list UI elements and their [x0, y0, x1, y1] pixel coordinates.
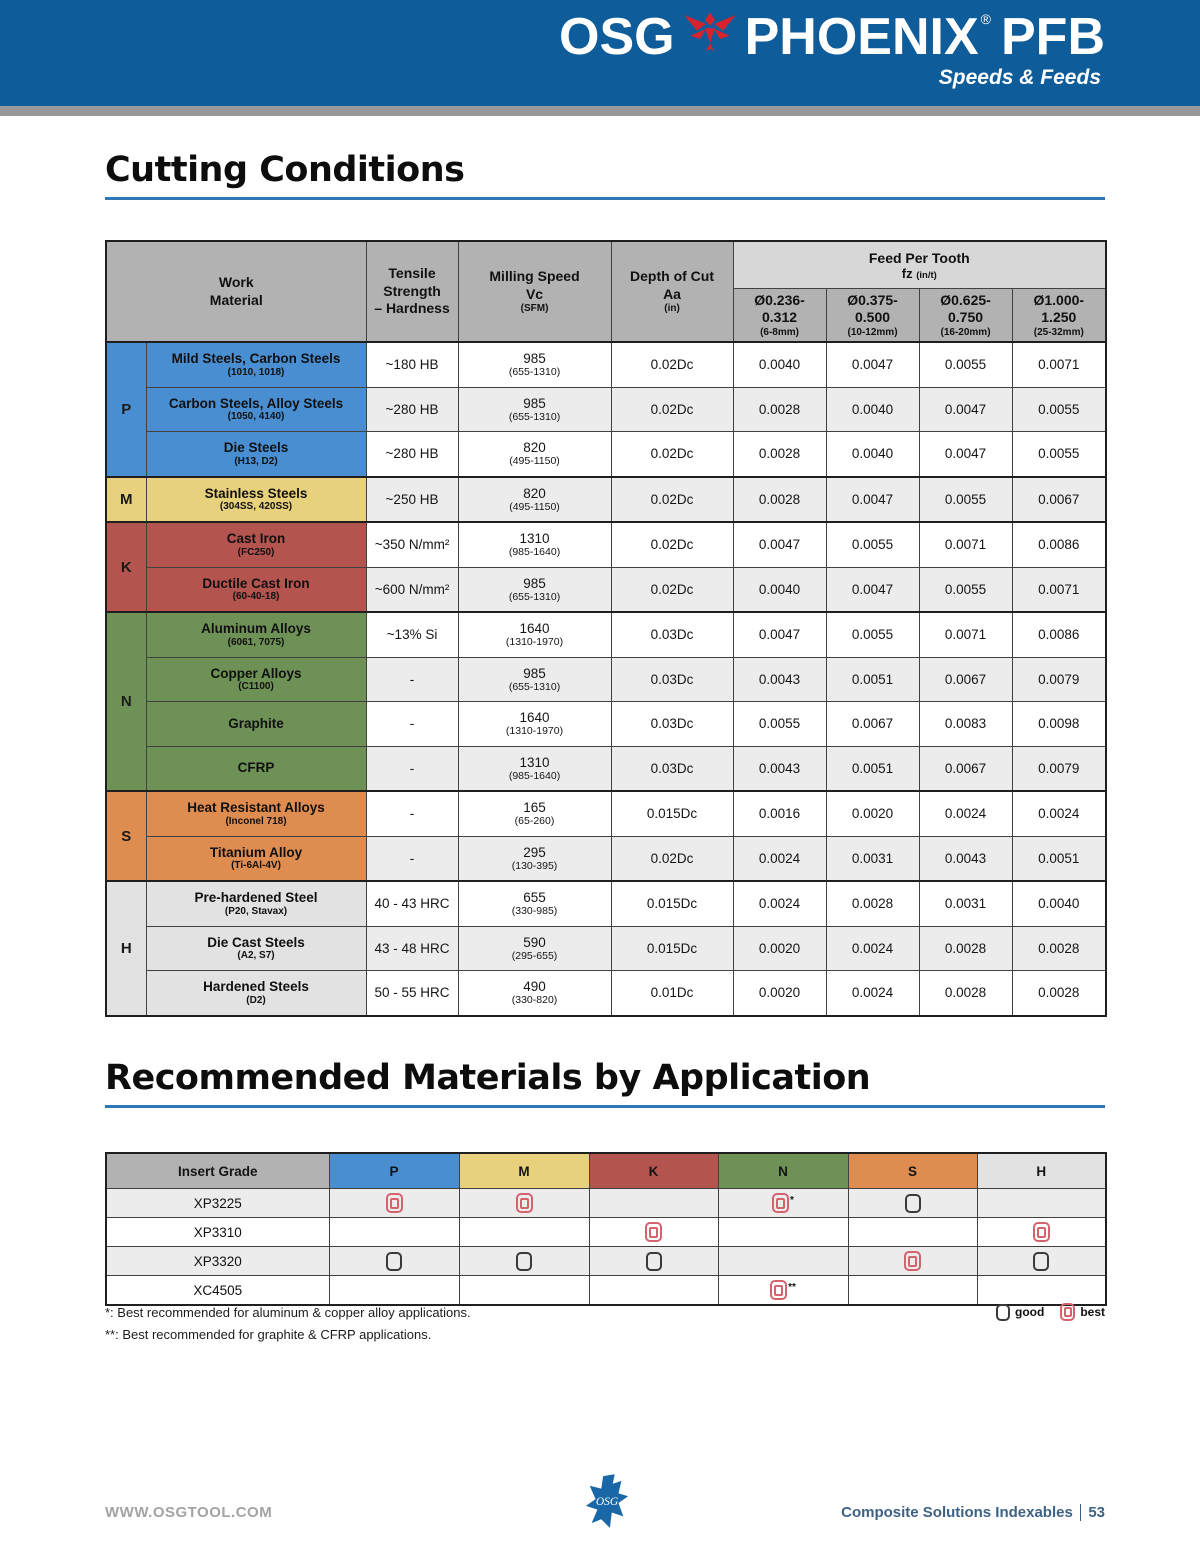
depth-cell: 0.03Dc: [611, 702, 733, 747]
grade-mark-cell-N: [718, 1189, 848, 1218]
material-name-cell: [146, 791, 366, 836]
top-banner: [0, 0, 1200, 106]
grade-mark-cell-M: [459, 1247, 589, 1276]
depth-cell: 0.02Dc: [611, 522, 733, 567]
grade-mark-cell-S: [848, 1218, 977, 1247]
fz-cell-4: 0.0028: [1012, 971, 1106, 1016]
osg-shank-logo-icon: [584, 1474, 630, 1530]
fz-cell-4: 0.0055: [1012, 387, 1106, 432]
grades-col-K: K: [589, 1153, 718, 1189]
milling-speed-cell: [458, 881, 611, 926]
speed-value: 1640: [519, 710, 550, 726]
fz-cell-4: 0.0028: [1012, 926, 1106, 971]
cutting-row-pre-hardened-steel: [106, 881, 1106, 926]
grade-mark-cell-P: [329, 1189, 459, 1218]
fz-cell-2: 0.0055: [826, 612, 919, 657]
fz-cell-2: 0.0031: [826, 836, 919, 881]
best-mark-icon: [516, 1193, 533, 1213]
marks-legend: [996, 1303, 1105, 1321]
fz-cell-4: 0.0086: [1012, 522, 1106, 567]
fz-cell-1: 0.0055: [733, 702, 826, 747]
depth-cell: 0.015Dc: [611, 926, 733, 971]
speed-range: (655-1310): [508, 410, 561, 423]
grade-mark-cell-P: [329, 1276, 459, 1306]
material-detail: (1010, 1018): [227, 366, 285, 378]
fz-cell-3: 0.0071: [919, 612, 1012, 657]
depth-cell: 0.02Dc: [611, 477, 733, 523]
material-name: Die Cast Steels: [207, 934, 305, 950]
footer-section-name: Composite Solutions Indexables: [841, 1504, 1073, 1521]
good-mark-icon: [1033, 1252, 1049, 1271]
milling-speed-cell: [458, 971, 611, 1016]
phoenix-bird-icon: [681, 10, 739, 63]
speed-range: (130-395): [511, 859, 558, 872]
footer-separator: [1080, 1504, 1082, 1521]
material-name: Carbon Steels, Alloy Steels: [168, 395, 344, 411]
milling-speed-cell: [458, 387, 611, 432]
grades-col-N: N: [718, 1153, 848, 1189]
fz-cell-1: 0.0040: [733, 567, 826, 612]
phoenix-logo-text: PHOENIX: [744, 7, 979, 66]
col-header-dia-3: Ø0.625- 0.750 (16-20mm): [919, 289, 1012, 343]
material-detail: (FC250): [237, 546, 275, 558]
grade-mark-cell-K: [589, 1276, 718, 1306]
section-title-cutting-conditions: Cutting Conditions: [105, 150, 1105, 200]
grade-mark-cell-H: [977, 1218, 1106, 1247]
fz-cell-3: 0.0055: [919, 567, 1012, 612]
best-mark-icon: [904, 1251, 921, 1271]
fz-cell-1: 0.0028: [733, 432, 826, 477]
material-detail: (60-40-18): [232, 591, 280, 603]
col-header-depth-of-cut: Depth of Cut Aa (in): [611, 241, 733, 342]
depth-cell: 0.02Dc: [611, 342, 733, 387]
fz-cell-2: 0.0040: [826, 432, 919, 477]
speed-value: 655: [523, 890, 546, 906]
material-detail: (P20, Stavax): [224, 905, 288, 917]
depth-cell: 0.015Dc: [611, 791, 733, 836]
grade-mark-cell-M: [459, 1276, 589, 1306]
material-name-cell: [146, 881, 366, 926]
footnotes-block: [105, 1303, 1105, 1342]
speed-range: (985-1640): [508, 769, 561, 782]
fz-cell-2: 0.0047: [826, 342, 919, 387]
good-mark-icon: [386, 1252, 402, 1271]
material-name-cell: [146, 477, 366, 523]
tensile-cell: 40 - 43 HRC: [366, 881, 458, 926]
material-detail: (1050, 4140): [227, 411, 285, 423]
cutting-row-die-steels: [106, 432, 1106, 477]
material-name: Hardened Steels: [203, 979, 309, 995]
material-name-cell: [146, 387, 366, 432]
best-mark-icon: [645, 1222, 662, 1242]
material-name-cell: [146, 657, 366, 702]
speed-value: 590: [523, 934, 546, 950]
footer-page-number: 53: [1088, 1504, 1105, 1521]
material-group-N: N: [106, 612, 146, 791]
grades-col-H: H: [977, 1153, 1106, 1189]
material-detail: (C1100): [238, 681, 274, 693]
footer-website: WWW.OSGTOOL.COM: [105, 1504, 273, 1521]
speed-value: 295: [523, 844, 546, 860]
speed-range: (295-655): [511, 949, 558, 962]
depth-cell: 0.02Dc: [611, 836, 733, 881]
best-mark-icon: [772, 1193, 789, 1213]
fz-cell-2: 0.0067: [826, 702, 919, 747]
grade-mark-cell-S: [848, 1247, 977, 1276]
fz-cell-3: 0.0083: [919, 702, 1012, 747]
grade-mark-cell-S: [848, 1276, 977, 1306]
cutting-row-aluminum-alloys: [106, 612, 1106, 657]
col-header-tensile: Tensile Strength – Hardness: [366, 241, 458, 342]
footnote-star: *: [790, 1194, 794, 1206]
grade-mark-cell-N: [718, 1276, 848, 1306]
fz-cell-1: 0.0024: [733, 881, 826, 926]
tensile-cell: 50 - 55 HRC: [366, 971, 458, 1016]
milling-speed-cell: [458, 612, 611, 657]
legend-good: good: [996, 1304, 1044, 1321]
fz-cell-4: 0.0071: [1012, 567, 1106, 612]
fz-cell-2: 0.0047: [826, 477, 919, 523]
cutting-row-cfrp: [106, 746, 1106, 791]
fz-cell-3: 0.0071: [919, 522, 1012, 567]
grade-name-cell: XP3225: [106, 1189, 329, 1218]
section-title-recommended-materials: Recommended Materials by Application: [105, 1058, 1105, 1108]
cutting-row-graphite: [106, 702, 1106, 747]
fz-cell-4: 0.0086: [1012, 612, 1106, 657]
grades-col-P: P: [329, 1153, 459, 1189]
grade-row-XP3320: [106, 1247, 1106, 1276]
best-mark-icon: [1060, 1303, 1075, 1321]
material-detail: (Ti-6Al-4V): [231, 860, 281, 872]
cutting-row-hardened-steels: [106, 971, 1106, 1016]
grades-header-row: [106, 1153, 1106, 1189]
material-name: Heat Resistant Alloys: [187, 800, 325, 816]
tensile-cell: ~600 N/mm²: [366, 567, 458, 612]
good-mark-icon: [905, 1194, 921, 1213]
good-mark-icon: [646, 1252, 662, 1271]
speed-value: 820: [523, 485, 546, 501]
fz-cell-2: 0.0040: [826, 387, 919, 432]
col-header-work-material: Work Material: [106, 241, 366, 342]
cutting-table-body: [106, 342, 1106, 1016]
speed-value: 1640: [519, 621, 550, 637]
tensile-cell: 43 - 48 HRC: [366, 926, 458, 971]
speed-value: 490: [523, 979, 546, 995]
milling-speed-cell: [458, 657, 611, 702]
fz-cell-1: 0.0047: [733, 522, 826, 567]
grade-name-cell: XC4505: [106, 1276, 329, 1306]
cutting-row-copper-alloys: [106, 657, 1106, 702]
gray-divider-strip: [0, 106, 1200, 116]
material-name: Cast Iron: [226, 531, 286, 547]
fz-cell-2: 0.0020: [826, 791, 919, 836]
material-group-S: S: [106, 791, 146, 881]
cutting-row-stainless-steels: [106, 477, 1106, 523]
milling-speed-cell: [458, 926, 611, 971]
milling-speed-cell: [458, 791, 611, 836]
material-name-cell: [146, 836, 366, 881]
speed-value: 985: [523, 395, 546, 411]
speed-range: (495-1150): [509, 455, 560, 468]
fz-cell-1: 0.0047: [733, 612, 826, 657]
material-name-cell: [146, 522, 366, 567]
grade-row-XP3225: [106, 1189, 1106, 1218]
tensile-cell: ~250 HB: [366, 477, 458, 523]
depth-cell: 0.015Dc: [611, 881, 733, 926]
milling-speed-cell: [458, 702, 611, 747]
speed-value: 820: [523, 440, 546, 456]
fz-cell-3: 0.0067: [919, 746, 1012, 791]
tensile-cell: -: [366, 836, 458, 881]
grade-mark-cell-N: [718, 1218, 848, 1247]
fz-cell-4: 0.0079: [1012, 746, 1106, 791]
legend-best: best: [1060, 1303, 1105, 1321]
fz-cell-4: 0.0040: [1012, 881, 1106, 926]
material-detail: (A2, S7): [237, 950, 275, 962]
material-detail: (H13, D2): [234, 455, 278, 467]
tensile-cell: -: [366, 702, 458, 747]
grade-mark-cell-P: [329, 1218, 459, 1247]
cutting-row-cast-iron: [106, 522, 1106, 567]
depth-cell: 0.02Dc: [611, 432, 733, 477]
col-header-feed-per-tooth: Feed Per Tooth fz (in/t): [733, 241, 1106, 289]
speed-range: (655-1310): [508, 680, 561, 693]
material-name-cell: [146, 567, 366, 612]
fz-cell-1: 0.0024: [733, 836, 826, 881]
depth-cell: 0.02Dc: [611, 567, 733, 612]
material-group-P: P: [106, 342, 146, 477]
material-name-cell: [146, 971, 366, 1016]
col-header-dia-1: Ø0.236- 0.312 (6-8mm): [733, 289, 826, 343]
tensile-cell: ~280 HB: [366, 432, 458, 477]
speed-value: 985: [523, 351, 546, 367]
fz-cell-3: 0.0024: [919, 791, 1012, 836]
material-name: Die Steels: [223, 440, 289, 456]
speed-range: (655-1310): [508, 366, 561, 379]
tensile-cell: ~350 N/mm²: [366, 522, 458, 567]
fz-cell-3: 0.0055: [919, 477, 1012, 523]
cutting-row-heat-resistant-alloys: [106, 791, 1106, 836]
grade-mark-cell-N: [718, 1247, 848, 1276]
fz-cell-4: 0.0067: [1012, 477, 1106, 523]
material-name: Ductile Cast Iron: [202, 575, 310, 591]
depth-cell: 0.01Dc: [611, 971, 733, 1016]
material-name-cell: [146, 432, 366, 477]
speed-value: 985: [523, 575, 546, 591]
material-name-cell: [146, 342, 366, 387]
col-header-dia-2: Ø0.375- 0.500 (10-12mm): [826, 289, 919, 343]
footnote-star: **: [788, 1281, 796, 1293]
fz-cell-2: 0.0028: [826, 881, 919, 926]
grade-mark-cell-H: [977, 1189, 1106, 1218]
best-mark-icon: [770, 1280, 787, 1300]
footnote-2: **: Best recommended for graphite & CFRP applications.: [105, 1327, 432, 1342]
material-detail: (Inconel 718): [225, 815, 287, 827]
material-name-cell: [146, 926, 366, 971]
logo-row: [559, 7, 1105, 66]
col-header-milling-speed: Milling Speed Vc (SFM): [458, 241, 611, 342]
fz-cell-1: 0.0043: [733, 746, 826, 791]
grades-col-M: M: [459, 1153, 589, 1189]
fz-cell-3: 0.0055: [919, 342, 1012, 387]
material-name: Stainless Steels: [204, 485, 308, 501]
grade-name-cell: XP3310: [106, 1218, 329, 1247]
grade-mark-cell-H: [977, 1247, 1106, 1276]
tagline: Speeds & Feeds: [938, 66, 1101, 89]
fz-cell-3: 0.0043: [919, 836, 1012, 881]
cutting-conditions-table: [105, 240, 1107, 1017]
fz-cell-3: 0.0047: [919, 387, 1012, 432]
fz-cell-3: 0.0028: [919, 926, 1012, 971]
cutting-row-mild-steels-carbon-steels: [106, 342, 1106, 387]
speed-range: (65-260): [514, 815, 555, 828]
tensile-cell: -: [366, 791, 458, 836]
grade-mark-cell-K: [589, 1247, 718, 1276]
fz-cell-3: 0.0067: [919, 657, 1012, 702]
speed-value: 1310: [519, 754, 550, 770]
tensile-cell: ~280 HB: [366, 387, 458, 432]
brand-block: [559, 7, 1105, 90]
fz-cell-4: 0.0098: [1012, 702, 1106, 747]
fz-cell-4: 0.0079: [1012, 657, 1106, 702]
fz-cell-3: 0.0047: [919, 432, 1012, 477]
good-mark-icon: [996, 1304, 1010, 1321]
depth-cell: 0.03Dc: [611, 612, 733, 657]
grade-mark-cell-K: [589, 1189, 718, 1218]
osg-logo-text: OSG: [559, 7, 675, 66]
milling-speed-cell: [458, 836, 611, 881]
grade-mark-cell-M: [459, 1218, 589, 1247]
material-name: CFRP: [237, 760, 275, 776]
grade-mark-cell-H: [977, 1276, 1106, 1306]
fz-cell-2: 0.0024: [826, 971, 919, 1016]
col-header-dia-4: Ø1.000- 1.250 (25-32mm): [1012, 289, 1106, 343]
speed-range: (1310-1970): [505, 725, 564, 738]
fz-cell-2: 0.0055: [826, 522, 919, 567]
speed-value: 985: [523, 665, 546, 681]
grade-mark-cell-P: [329, 1247, 459, 1276]
material-name-cell: [146, 702, 366, 747]
material-name: Graphite: [228, 715, 284, 731]
best-mark-icon: [1033, 1222, 1050, 1242]
milling-speed-cell: [458, 522, 611, 567]
grade-mark-cell-M: [459, 1189, 589, 1218]
grade-name-cell: XP3320: [106, 1247, 329, 1276]
cutting-row-carbon-steels-alloy-steels: [106, 387, 1106, 432]
tensile-cell: -: [366, 657, 458, 702]
fz-cell-2: 0.0047: [826, 567, 919, 612]
speed-range: (985-1640): [508, 546, 561, 559]
grade-mark-cell-S: [848, 1189, 977, 1218]
footnote-1: *: Best recommended for aluminum & copper alloy applications.: [105, 1304, 471, 1320]
svg-text:OSG: OSG: [595, 1495, 619, 1508]
material-name: Copper Alloys: [210, 665, 302, 681]
grades-table-body: [106, 1189, 1106, 1306]
depth-cell: 0.03Dc: [611, 657, 733, 702]
speed-value: 1310: [519, 531, 550, 547]
fz-cell-1: 0.0020: [733, 926, 826, 971]
material-detail: (D2): [246, 994, 266, 1006]
registered-mark: ®: [980, 10, 991, 27]
material-name: Pre-hardened Steel: [194, 890, 318, 906]
speed-range: (330-820): [511, 994, 558, 1007]
fz-cell-1: 0.0020: [733, 971, 826, 1016]
grade-row-XP3310: [106, 1218, 1106, 1247]
fz-cell-4: 0.0051: [1012, 836, 1106, 881]
good-mark-icon: [516, 1252, 532, 1271]
depth-cell: 0.03Dc: [611, 746, 733, 791]
fz-cell-1: 0.0043: [733, 657, 826, 702]
material-group-M: M: [106, 477, 146, 523]
grades-col-S: S: [848, 1153, 977, 1189]
fz-cell-1: 0.0016: [733, 791, 826, 836]
material-name-cell: [146, 746, 366, 791]
tensile-cell: ~180 HB: [366, 342, 458, 387]
fz-cell-2: 0.0051: [826, 657, 919, 702]
fz-cell-1: 0.0040: [733, 342, 826, 387]
material-group-H: H: [106, 881, 146, 1016]
tensile-cell: -: [366, 746, 458, 791]
fz-cell-1: 0.0028: [733, 387, 826, 432]
milling-speed-cell: [458, 342, 611, 387]
speed-range: (330-985): [511, 905, 558, 918]
best-mark-icon: [386, 1193, 403, 1213]
speed-range: (655-1310): [508, 590, 561, 603]
material-name: Aluminum Alloys: [201, 621, 311, 637]
fz-cell-4: 0.0024: [1012, 791, 1106, 836]
grades-col-insert-grade: Insert Grade: [106, 1153, 329, 1189]
material-name: Mild Steels, Carbon Steels: [171, 351, 341, 367]
speed-range: (1310-1970): [505, 636, 564, 649]
fz-cell-2: 0.0051: [826, 746, 919, 791]
material-detail: (304SS, 420SS): [219, 501, 293, 513]
depth-cell: 0.02Dc: [611, 387, 733, 432]
material-name-cell: [146, 612, 366, 657]
fz-cell-4: 0.0055: [1012, 432, 1106, 477]
cutting-row-ductile-cast-iron: [106, 567, 1106, 612]
material-detail: (6061, 7075): [227, 636, 285, 648]
fz-cell-1: 0.0028: [733, 477, 826, 523]
cutting-row-die-cast-steels: [106, 926, 1106, 971]
milling-speed-cell: [458, 432, 611, 477]
fz-cell-3: 0.0031: [919, 881, 1012, 926]
speed-value: 165: [523, 800, 546, 816]
milling-speed-cell: [458, 567, 611, 612]
cutting-row-titanium-alloy: [106, 836, 1106, 881]
milling-speed-cell: [458, 746, 611, 791]
grade-mark-cell-K: [589, 1218, 718, 1247]
fz-cell-4: 0.0071: [1012, 342, 1106, 387]
footer-page-info: [841, 1504, 1105, 1521]
insert-grades-table: [105, 1152, 1107, 1306]
material-group-K: K: [106, 522, 146, 612]
fz-cell-2: 0.0024: [826, 926, 919, 971]
tensile-cell: ~13% Si: [366, 612, 458, 657]
speed-range: (495-1150): [509, 500, 560, 513]
material-name: Titanium Alloy: [209, 844, 303, 860]
grade-row-XC4505: [106, 1276, 1106, 1306]
milling-speed-cell: [458, 477, 611, 523]
pfb-logo-text: PFB: [1001, 7, 1105, 66]
fz-cell-3: 0.0028: [919, 971, 1012, 1016]
